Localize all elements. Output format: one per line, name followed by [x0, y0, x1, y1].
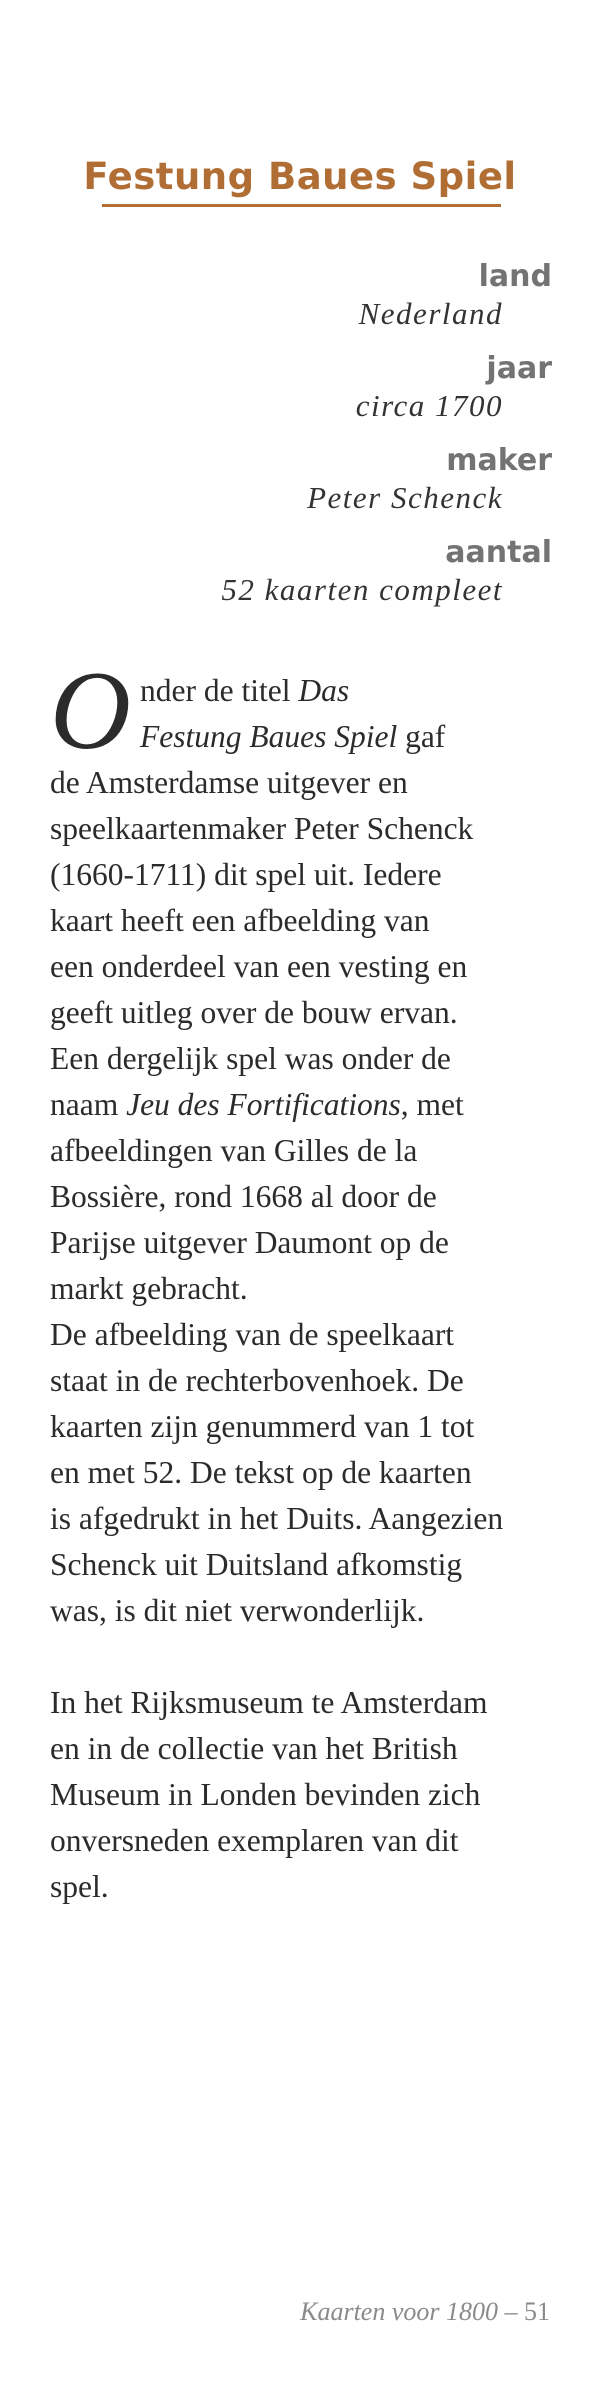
paragraph-3 — [50, 1680, 560, 1910]
body-line: geeft uitleg over de bouw ervan. — [50, 995, 458, 1030]
body-line: kaarten zijn genummerd van 1 tot — [50, 1409, 475, 1444]
body-line: afbeeldingen van Gilles de la — [50, 1133, 418, 1168]
maker-value: Peter Schenck — [307, 480, 503, 515]
body-line: nder de titel Das — [140, 673, 350, 708]
page-number: 51 — [524, 2297, 550, 2326]
body-line: en in de collectie van het British — [50, 1731, 458, 1766]
body-line: spel. — [50, 1869, 109, 1904]
paragraph-1 — [50, 760, 560, 1312]
paragraph-2 — [50, 1312, 560, 1634]
book-title: Kaarten voor 1800 — [300, 2297, 498, 2326]
body-line: was, is dit niet verwonderlijk. — [50, 1593, 425, 1628]
body-line: Parijse uitgever Daumont op de — [50, 1225, 449, 1260]
intro-lines — [140, 668, 560, 760]
body-line: naam Jeu des Fortifications, met — [50, 1087, 464, 1122]
body-line: Festung Baues Spiel gaf — [140, 719, 446, 754]
jaar-label: jaar — [486, 351, 552, 386]
aantal-value: 52 kaarten compleet — [221, 572, 503, 607]
land-label: land — [478, 259, 552, 294]
jaar-value: circa 1700 — [355, 388, 503, 423]
body-line: kaart heeft een afbeelding van — [50, 903, 430, 938]
drop-cap: O — [50, 649, 131, 773]
body-line: Een dergelijk spel was onder de — [50, 1041, 451, 1076]
body-line: Schenck uit Duitsland afkomstig — [50, 1547, 463, 1582]
body-line: en met 52. De tekst op de kaarten — [50, 1455, 472, 1490]
body-line: markt gebracht. — [50, 1271, 248, 1306]
body-line: een onderdeel van een vesting en — [50, 949, 468, 984]
body-line: staat in de rechterbovenhoek. De — [50, 1363, 464, 1398]
title-underline — [102, 204, 501, 207]
body-line: In het Rijksmuseum te Amsterdam — [50, 1685, 488, 1720]
body-line: is afgedrukt in het Duits. Aangezien — [50, 1501, 504, 1536]
maker-label: maker — [446, 443, 552, 478]
body-line: (1660-1711) dit spel uit. Iedere — [50, 857, 442, 892]
body-line: de Amsterdamse uitgever en — [50, 765, 408, 800]
body-line: De afbeelding van de speelkaart — [50, 1317, 455, 1352]
aantal-label: aantal — [445, 535, 552, 570]
footer-dash: – — [498, 2297, 524, 2326]
body-line: speelkaartenmaker Peter Schenck — [50, 811, 474, 846]
body-line: Museum in Londen bevinden zich — [50, 1777, 481, 1812]
page-title: Festung Baues Spiel — [83, 155, 517, 198]
page-footer — [300, 2297, 550, 2327]
land-value: Nederland — [358, 296, 503, 331]
body-line: onversneden exemplaren van dit — [50, 1823, 459, 1858]
body-line: Bossière, rond 1668 al door de — [50, 1179, 437, 1214]
